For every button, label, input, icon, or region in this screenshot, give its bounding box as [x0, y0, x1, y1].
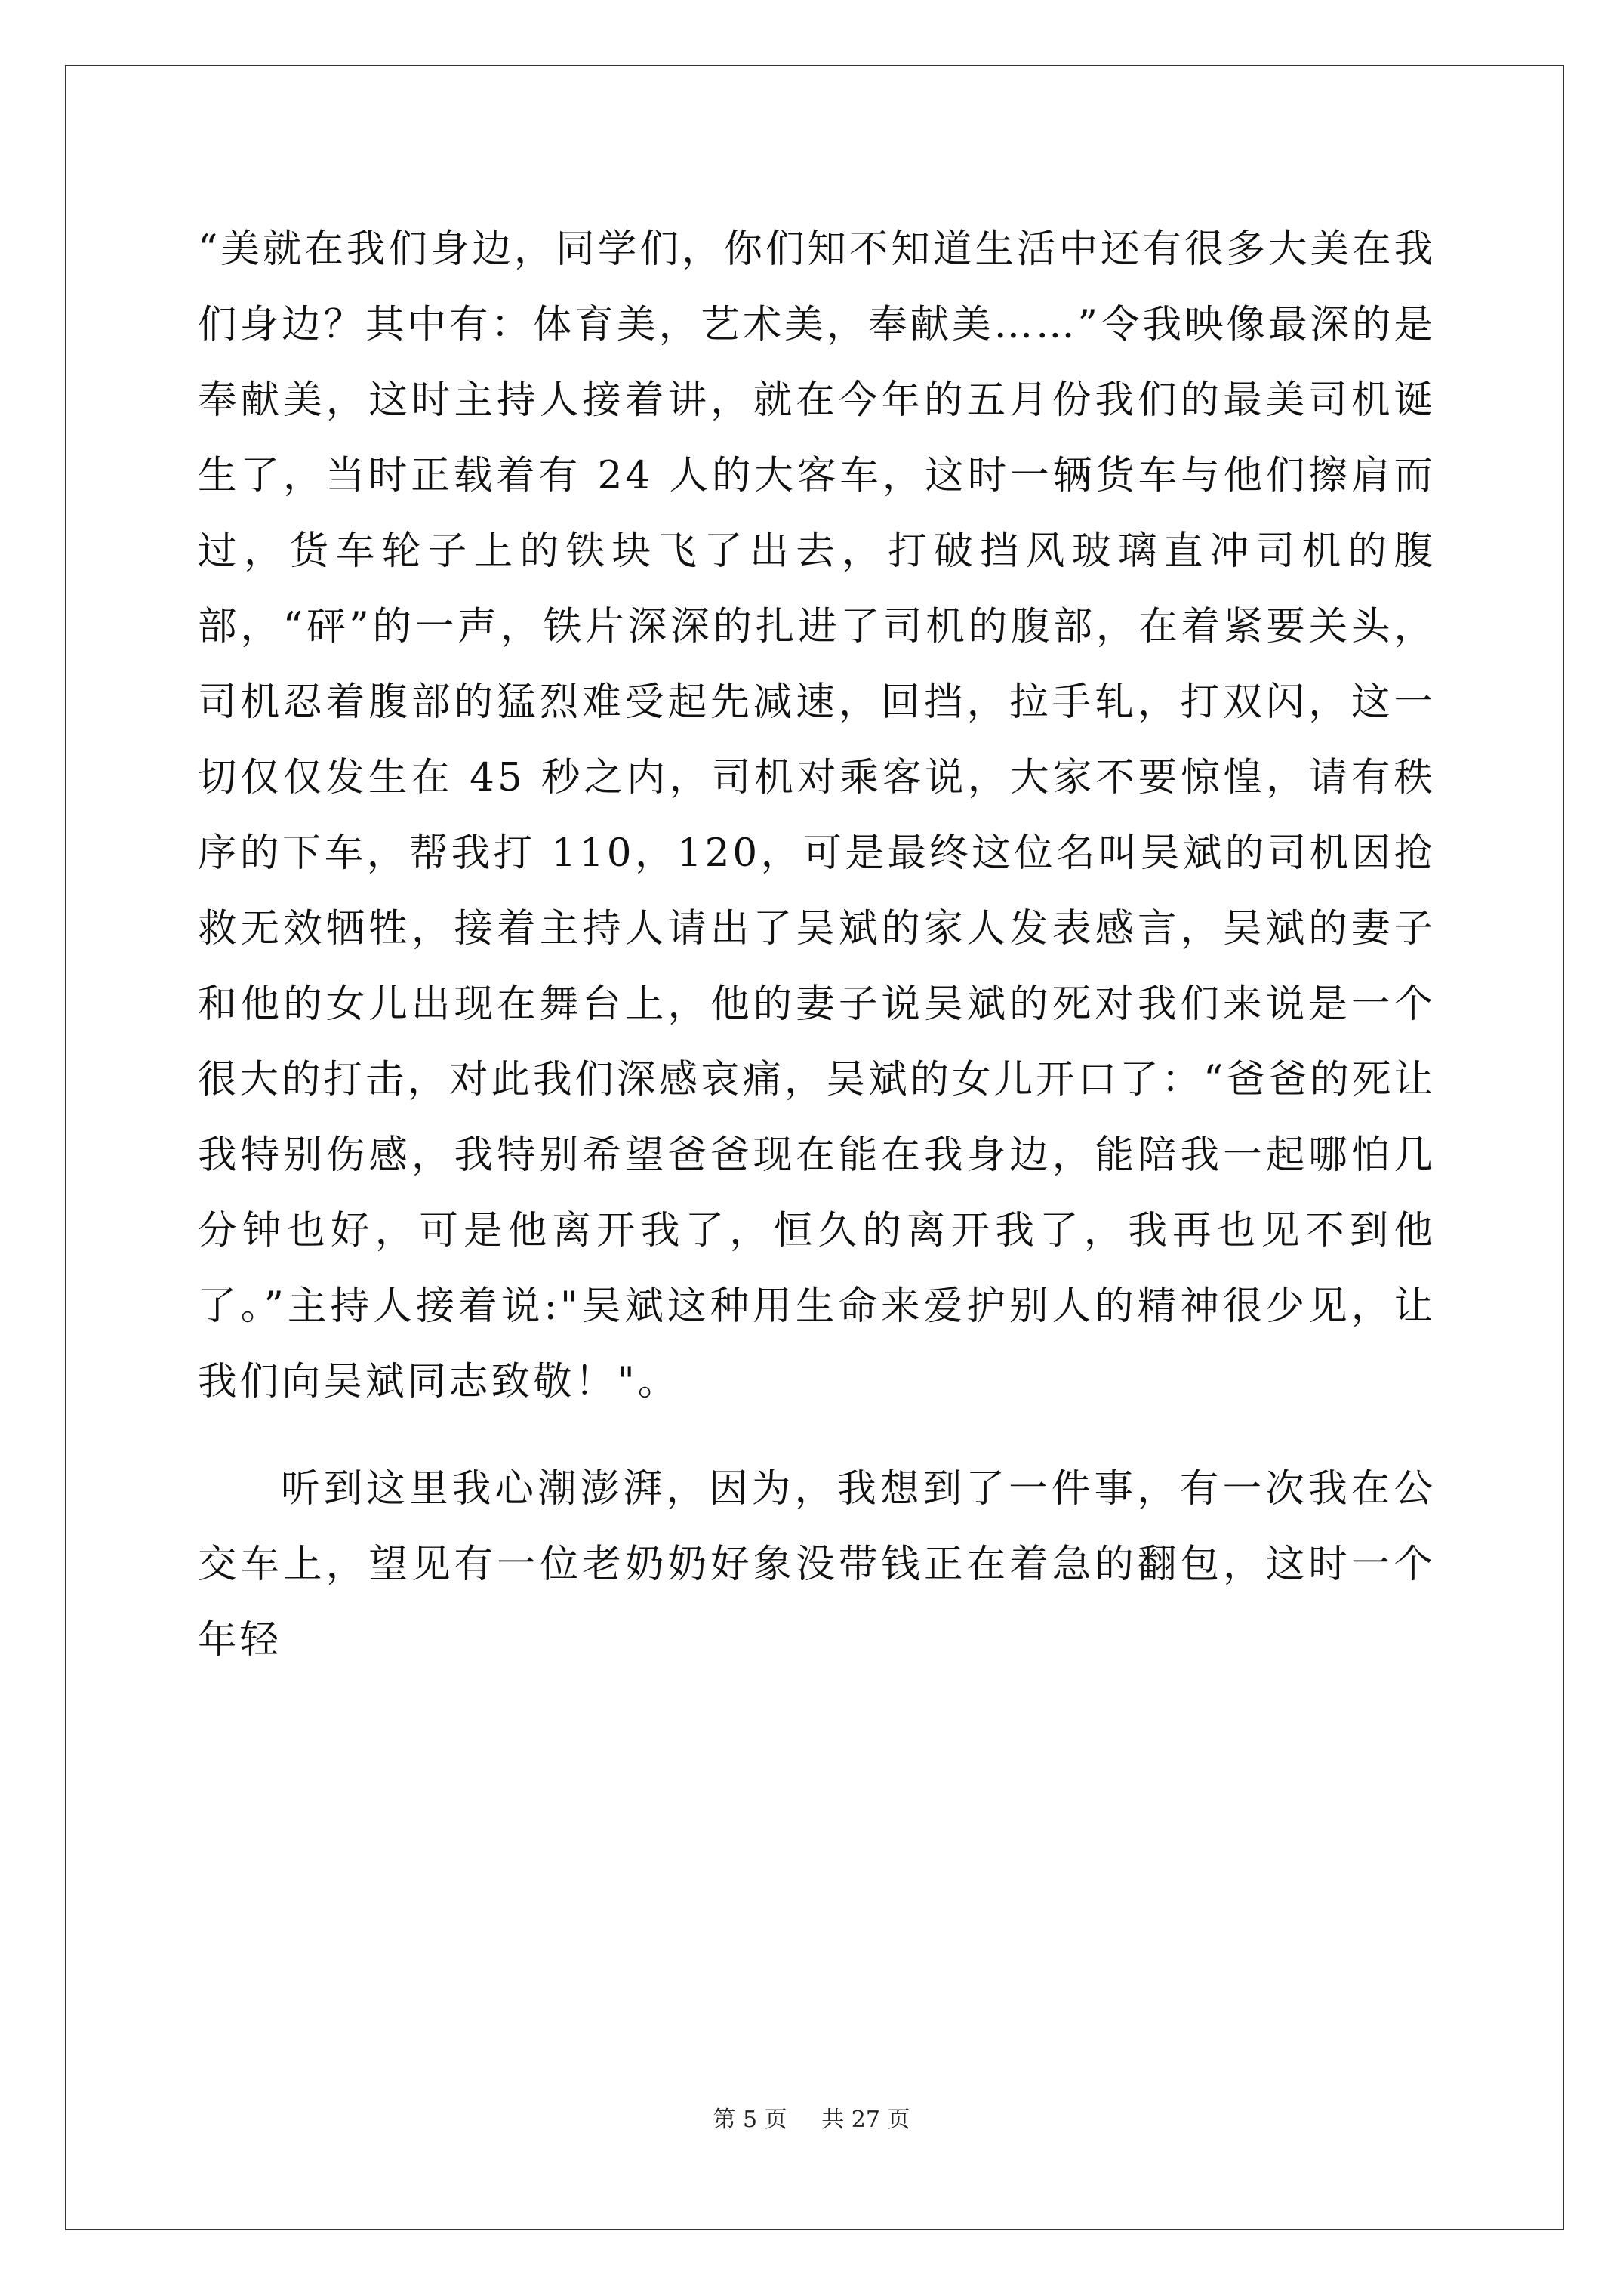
paragraph-1: “美就在我们身边，同学们，你们知不知道生活中还有很多大美在我们身边？其中有：体育美，艺术美，奉献美……”令我映像最深的是奉献美，这时主持人接着讲，就在今年的五月份我们的最美司机诞生了，当时正载着有 24 人的大客车，这时一辆货车与他们擦肩而过，货车轮子上的铁块飞了出去，打破挡风玻璃直冲司机的腹部，“砰”的一声，铁片深深的扎进了司机的腹部，在着紧要关头，司机忍着腹部的猛烈难受起先减速，回挡，拉手轧，打双闪，这一切仅仅发生在 45 秒之内，司机对乘客说，大家不要惊惶，请有秩序的下车，帮我打 110，120，可是最终这位名叫吴斌的司机因抢救无效牺牲，接着主持人请出了吴斌的家人发表感言，吴斌的妻子和他的女儿出现在舞台上，他的妻子说吴斌的死对我们来说是一个很大的打击，对此我们深感哀痛，吴斌的女儿开口了：“爸爸的死让我特别伤感，我特别希望爸爸现在能在我身边，能陪我一起哪怕几分钟也好，可是他离开我了，恒久的离开我了，我再也见不到他了。”主持人接着说:"吴斌这种用生命来爱护别人的精神很少见，让我们向吴斌同志致敬！"。 [198, 227, 1436, 1404]
page-total: 共 27 页 [821, 2106, 910, 2133]
document-body [198, 211, 1436, 1678]
page-number: 第 5 页 [713, 2106, 787, 2133]
page-footer [0, 2105, 1623, 2135]
paragraph-2: 听到这里我心潮澎湃，因为，我想到了一件事，有一次我在公交车上，望见有一位老奶奶好象没带钱正在着急的翻包，这时一个年轻 [198, 1466, 1436, 1663]
